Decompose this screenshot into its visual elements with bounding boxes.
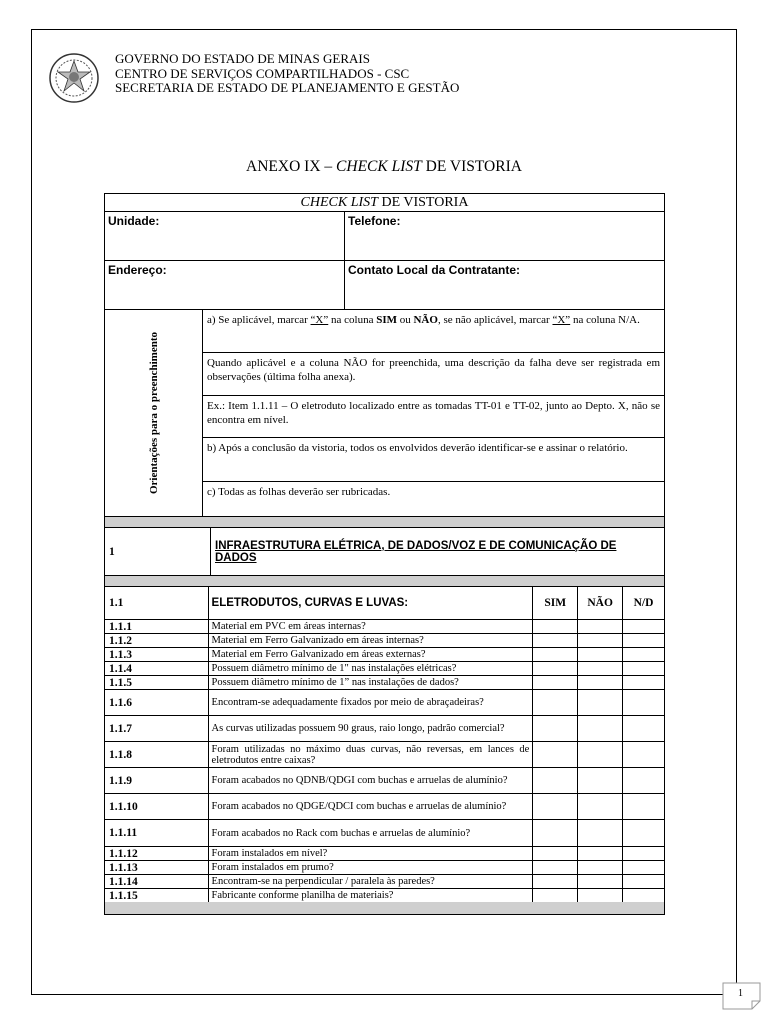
form-heading-rest: DE VISTORIA [377,194,469,210]
item-nd-checkbox[interactable] [623,676,664,689]
telefone-field[interactable]: Telefone: [348,214,401,228]
header-block [115,52,459,96]
orientacoes-label: Orientações para o preenchimento [147,331,160,495]
item-nd-checkbox[interactable] [623,768,664,793]
item-row [105,716,664,742]
item-sim-checkbox[interactable] [533,889,578,902]
item-nao-checkbox[interactable] [578,690,623,715]
item-row [105,676,664,690]
unidade-field[interactable]: Unidade: [105,212,345,260]
header-line-2: CENTRO DE SERVIÇOS COMPARTILHADOS - CSC [115,65,410,81]
section-1-1-title: ELETRODUTOS, CURVAS E LUVAS: [209,587,534,619]
text: a) Se aplicável, marcar [207,314,311,326]
item-nd-checkbox[interactable] [623,847,664,860]
item-number: 1.1.9 [105,768,209,793]
item-row [105,861,664,875]
text: “X” [310,314,329,326]
item-nd-checkbox[interactable] [623,820,664,846]
item-number: 1.1.11 [105,820,209,846]
item-row [105,690,664,716]
section-1-row [105,528,664,576]
orientacoes-label-cell [105,310,203,516]
item-description: Encontram-se na perpendicular / paralela às paredes? [209,875,534,888]
checklist-form [104,193,665,915]
state-seal-logo [48,52,100,104]
section-1-number: 1 [105,528,211,575]
item-nao-checkbox[interactable] [578,648,623,661]
title-suffix: DE VISTORIA [421,158,522,175]
item-sim-checkbox[interactable] [533,768,578,793]
item-nao-checkbox[interactable] [578,634,623,647]
item-nd-checkbox[interactable] [623,648,664,661]
item-number: 1.1.4 [105,662,209,675]
item-nao-checkbox[interactable] [578,889,623,902]
item-nao-checkbox[interactable] [578,861,623,874]
item-number: 1.1.2 [105,634,209,647]
item-nao-checkbox[interactable] [578,716,623,741]
item-nd-checkbox[interactable] [623,690,664,715]
header-line-1: GOVERNO DO ESTADO DE MINAS GERAIS [115,51,370,66]
header-line-3: SECRETARIA DE ESTADO DE PLANEJAMENTO E GESTÃO [115,80,460,95]
item-sim-checkbox[interactable] [533,875,578,888]
item-description: Foram acabados no QDGE/QDCI com buchas e arruelas de alumínio? [209,794,534,819]
gray-separator [105,517,664,528]
item-nd-checkbox[interactable] [623,794,664,819]
text: “X” [552,314,571,326]
text: SIM [376,314,397,326]
section-1-1-row [105,587,664,620]
orientacoes-row [105,310,664,517]
item-number: 1.1.10 [105,794,209,819]
contato-field[interactable]: Contato Local da Contratante: [348,263,521,277]
item-sim-checkbox[interactable] [533,861,578,874]
item-description: Foram instalados em nível? [209,847,534,860]
item-nao-checkbox[interactable] [578,768,623,793]
item-row [105,794,664,820]
orientacao-a [203,310,664,353]
item-sim-checkbox[interactable] [533,620,578,633]
item-number: 1.1.8 [105,742,209,767]
item-sim-checkbox[interactable] [533,742,578,767]
col-nao-header: NÃO [578,587,623,619]
item-number: 1.1.3 [105,648,209,661]
unidade-telefone-row [105,212,664,261]
checklist-items [105,620,664,902]
item-nd-checkbox[interactable] [623,634,664,647]
item-nao-checkbox[interactable] [578,847,623,860]
section-1-1-number: 1.1 [105,587,209,619]
item-nd-checkbox[interactable] [623,742,664,767]
item-nao-checkbox[interactable] [578,662,623,675]
item-number: 1.1.14 [105,875,209,888]
item-row [105,875,664,889]
item-row [105,847,664,861]
item-description: Foram acabados no Rack com buchas e arruelas de alumínio? [209,820,534,846]
item-row [105,662,664,676]
section-1-title: INFRAESTRUTURA ELÉTRICA, DE DADOS/VOZ E DE COMUNICAÇÃO DE DADOS [215,539,617,564]
item-nd-checkbox[interactable] [623,861,664,874]
item-number: 1.1.5 [105,676,209,689]
item-nao-checkbox[interactable] [578,820,623,846]
item-row [105,768,664,794]
title-italic: CHECK LIST [336,158,422,175]
form-heading-italic: CHECK LIST [300,194,378,210]
item-row [105,742,664,768]
item-row [105,620,664,634]
text: , se não aplicável, marcar [437,314,553,326]
item-nd-checkbox[interactable] [623,662,664,675]
item-description: Material em Ferro Galvanizado em áreas internas? [209,634,534,647]
item-nao-checkbox[interactable] [578,875,623,888]
item-description: Encontram-se adequadamente fixados por meio de abraçadeiras? [209,690,534,715]
item-description: Possuem diâmetro mínimo de 1” nas instalações de dados? [209,676,534,689]
endereco-field[interactable]: Endereço: [105,261,345,309]
col-sim-header: SIM [533,587,578,619]
gray-footer-band [105,902,664,914]
item-number: 1.1.15 [105,889,209,902]
item-nao-checkbox[interactable] [578,742,623,767]
item-row [105,634,664,648]
item-number: 1.1.1 [105,620,209,633]
text: na coluna N/A. [570,314,640,326]
item-description: Foram utilizadas no máximo duas curvas, não reversas, em lances de eletrodutos entre caixas? [209,742,534,767]
item-sim-checkbox[interactable] [533,794,578,819]
item-sim-checkbox[interactable] [533,676,578,689]
text: ou [396,314,414,326]
item-number: 1.1.12 [105,847,209,860]
text: NÃO [413,314,438,326]
item-sim-checkbox[interactable] [533,662,578,675]
item-row [105,820,664,847]
item-sim-checkbox[interactable] [533,690,578,715]
item-nd-checkbox[interactable] [623,875,664,888]
document-title [0,158,768,176]
orientacoes-text-cell [203,310,664,516]
endereco-contato-row [105,261,664,310]
item-nd-checkbox[interactable] [623,889,664,902]
orientacao-quando: Quando aplicável e a coluna NÃO for preenchida, uma descrição da falha deve ser registrada em observações (última folha anexa). [203,353,664,396]
item-nd-checkbox[interactable] [623,620,664,633]
item-sim-checkbox[interactable] [533,634,578,647]
item-number: 1.1.6 [105,690,209,715]
item-description: Fabricante conforme planilha de materiais? [209,889,534,902]
item-row [105,648,664,662]
item-nao-checkbox[interactable] [578,620,623,633]
item-number: 1.1.13 [105,861,209,874]
item-description: Foram instalados em prumo? [209,861,534,874]
item-number: 1.1.7 [105,716,209,741]
item-description: Material em PVC em áreas internas? [209,620,534,633]
item-nao-checkbox[interactable] [578,676,623,689]
item-row [105,889,664,902]
item-description: Material em Ferro Galvanizado em áreas externas? [209,648,534,661]
item-sim-checkbox[interactable] [533,820,578,846]
item-sim-checkbox[interactable] [533,648,578,661]
page-number: 1 [738,988,743,999]
orientacao-exemplo: Ex.: Item 1.1.11 – O eletroduto localizado entre as tomadas TT-01 e TT-02, junto ao Depto. X, não se encontra em nível. [203,396,664,438]
orientacao-c: c) Todas as folhas deverão ser rubricadas. [207,486,391,498]
item-sim-checkbox[interactable] [533,716,578,741]
gray-separator [105,576,664,587]
title-prefix: ANEXO IX – [246,158,337,175]
item-description: Foram acabados no QDNB/QDGI com buchas e arruelas de alumínio? [209,768,534,793]
orientacao-b: b) Após a conclusão da vistoria, todos os envolvidos deverão identificar-se e assinar o relatório. [203,438,664,482]
item-nd-checkbox[interactable] [623,716,664,741]
item-nao-checkbox[interactable] [578,794,623,819]
text: na coluna [328,314,377,326]
item-sim-checkbox[interactable] [533,847,578,860]
col-nd-header: N/D [633,597,654,609]
item-description: As curvas utilizadas possuem 90 graus, raio longo, padrão comercial? [209,716,534,741]
item-description: Possuem diâmetro mínimo de 1" nas instalações elétricas? [209,662,534,675]
form-heading-row [105,194,664,212]
